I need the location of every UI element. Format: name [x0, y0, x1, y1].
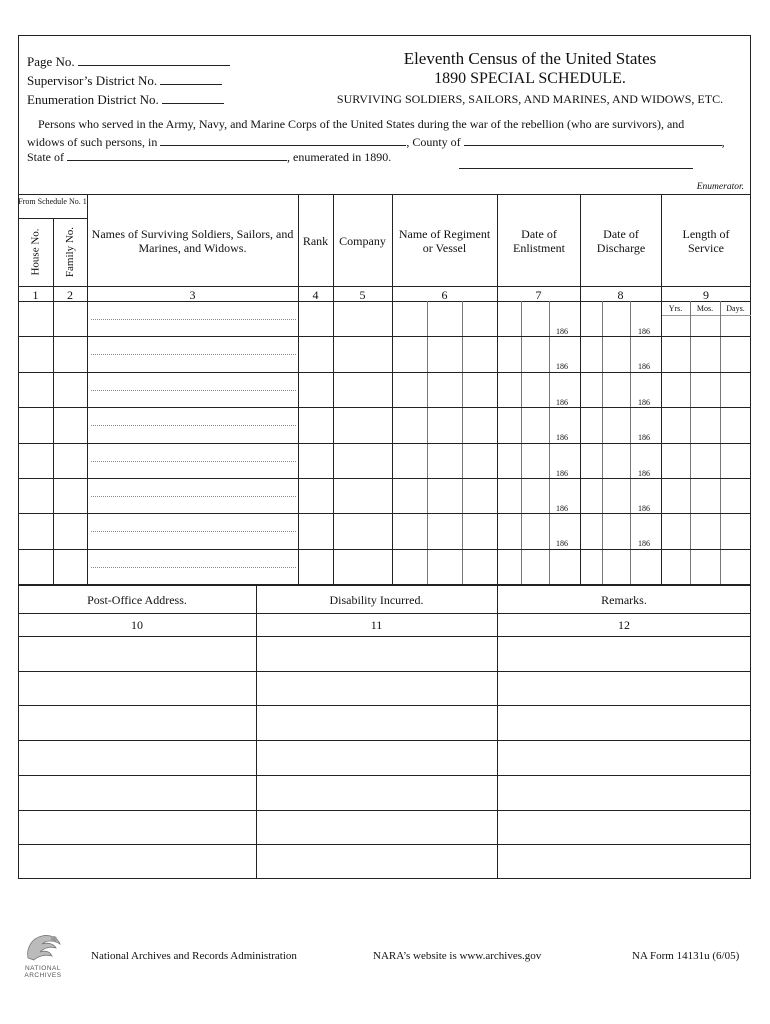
- discharge-year-prefix: 186: [638, 539, 650, 548]
- page-no-label: Page No.: [27, 54, 75, 69]
- discharge-year-prefix: 186: [638, 469, 650, 478]
- form-number: NA Form 14131u (6/05): [632, 950, 740, 962]
- col-number-9: 9: [703, 288, 709, 302]
- agency-name: National Archives and Records Administration: [91, 950, 297, 962]
- page-no-field: [27, 52, 230, 70]
- col-number-3: 3: [189, 288, 196, 302]
- family-no-header: Family No.: [64, 226, 76, 278]
- company-header: Company: [339, 234, 386, 248]
- from-schedule-label: From Schedule No. 1: [18, 197, 87, 206]
- table2-row[interactable]: [18, 844, 751, 879]
- length-header: Length of Service: [682, 227, 730, 255]
- table1-bottom-border: [18, 584, 751, 586]
- days-label: Days.: [726, 304, 745, 313]
- col-number-1: 1: [32, 288, 39, 302]
- logo-text-national: NATIONAL: [24, 965, 62, 972]
- table1-header-bottom: [18, 286, 751, 287]
- logo-text-archives: ARCHIVES: [24, 972, 62, 979]
- enlistment-year-prefix: 186: [556, 398, 568, 407]
- discharge-year-prefix: 186: [638, 504, 650, 513]
- house-no-cell: [18, 218, 53, 286]
- enumeration-district-label: Enumeration District No.: [27, 92, 159, 107]
- enumeration-district-field: [27, 90, 224, 108]
- col-number-7: 7: [535, 288, 542, 302]
- discharge-year-prefix: 186: [638, 433, 650, 442]
- enlistment-year-prefix: 186: [556, 539, 568, 548]
- mos-label: Mos.: [696, 304, 714, 313]
- table2-row[interactable]: [18, 636, 751, 671]
- col-number-8: 8: [617, 288, 624, 302]
- intro-enumerated-label: , enumerated in 1890.: [287, 150, 392, 164]
- table2-row[interactable]: [18, 740, 751, 775]
- website-text: NARA’s website is www.archives.gov: [373, 950, 542, 962]
- form-title: Eleventh Census of the United States: [403, 49, 657, 68]
- county-input[interactable]: [464, 132, 722, 146]
- table-row[interactable]: [18, 549, 751, 584]
- supervisor-district-field: [27, 71, 222, 89]
- names-header: Names of Surviving Soldiers, Sailors, and Marines, and Widows.: [91, 227, 294, 255]
- intro-county-label: , County of: [406, 135, 461, 149]
- form-subtitle: 1890 SPECIAL SCHEDULE.: [434, 70, 626, 87]
- col-number-6: 6: [441, 288, 448, 302]
- intro-line-1: Persons who served in the Army, Navy, and Marine Corps of the United States during the war of the rebellion (who are survivors), and: [38, 117, 685, 131]
- page-no-input[interactable]: [78, 52, 230, 66]
- table2-header-divider: [18, 613, 751, 614]
- col-number-12: 12: [618, 618, 630, 632]
- enumerator-signature-input[interactable]: [459, 168, 693, 169]
- table2-row[interactable]: [18, 671, 751, 706]
- col-number-5: 5: [359, 288, 366, 302]
- table2-row[interactable]: [18, 810, 751, 845]
- eagle-icon: [20, 928, 66, 962]
- enumerator-label: Enumerator.: [696, 182, 744, 192]
- supervisor-district-input[interactable]: [160, 71, 222, 85]
- remarks-header: Remarks.: [601, 593, 647, 607]
- discharge-year-prefix: 186: [638, 362, 650, 371]
- enlistment-year-prefix: 186: [556, 433, 568, 442]
- intro-location-label: widows of such persons, in: [27, 135, 158, 149]
- table2-row[interactable]: [18, 775, 751, 810]
- location-input[interactable]: [160, 132, 406, 146]
- enlistment-year-prefix: 186: [556, 362, 568, 371]
- post-office-header: Post-Office Address.: [87, 593, 187, 607]
- house-no-header: House No.: [29, 228, 42, 276]
- intro-line-3: [27, 147, 391, 165]
- enlistment-year-prefix: 186: [556, 469, 568, 478]
- col-number-2: 2: [67, 288, 73, 302]
- discharge-year-prefix: 186: [638, 327, 650, 336]
- col-number-11: 11: [370, 618, 383, 632]
- table2-row[interactable]: [18, 705, 751, 740]
- intro-comma: ,: [721, 135, 725, 149]
- form-sub-subtitle: SURVIVING SOLDIERS, SAILORS, AND MARINES, AND WIDOWS, ETC.: [336, 92, 724, 106]
- enlistment-header: Date of Enlistment: [513, 227, 565, 255]
- col-number-4: 4: [312, 288, 319, 302]
- col-number-10: 10: [131, 618, 143, 632]
- supervisor-district-label: Supervisor’s District No.: [27, 73, 158, 88]
- family-no-cell: [53, 218, 87, 286]
- yrs-label: Yrs.: [668, 304, 683, 313]
- intro-state-label: State of: [27, 150, 64, 164]
- regiment-header: Name of Regiment or Vessel: [398, 227, 491, 255]
- discharge-year-prefix: 186: [638, 398, 650, 407]
- rank-header: Rank: [302, 234, 329, 248]
- enumeration-district-input[interactable]: [162, 90, 224, 104]
- enlistment-year-prefix: 186: [556, 504, 568, 513]
- disability-header: Disability Incurred.: [329, 593, 424, 607]
- enlistment-year-prefix: 186: [556, 327, 568, 336]
- nara-logo: [20, 928, 66, 978]
- discharge-header: Date of Discharge: [596, 227, 646, 255]
- state-input[interactable]: [67, 147, 287, 161]
- table1-top-border: [18, 194, 751, 195]
